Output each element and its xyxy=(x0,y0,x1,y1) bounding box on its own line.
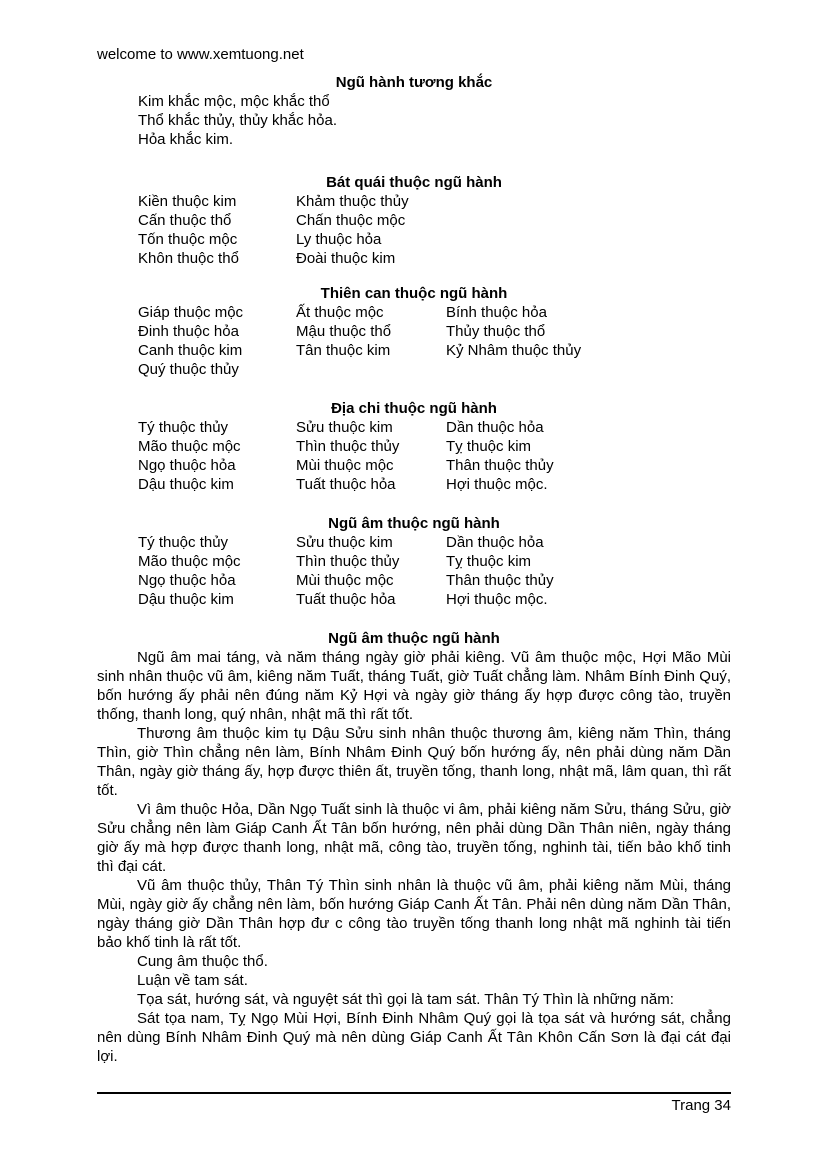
table-row xyxy=(97,552,731,571)
paragraph: Vũ âm thuộc thủy, Thân Tý Thìn sinh nhân là thuộc vũ âm, phải kiêng năm Mùi, tháng Mùi, ngày giờ ấy chẳng nên làm, bốn hướng Giáp Canh Ất Tân. Phải nên dùng năm Dần Thân, ngày tháng giờ Dần Thân hợp đư c công tào truyền tống thanh long nhật mã nghinh tài tiến bảo khố tinh là rất tốt. xyxy=(97,877,731,951)
table-cell: Giáp thuộc mộc xyxy=(138,304,244,321)
text-line: Kim khắc mộc, mộc khắc thổ xyxy=(138,93,330,110)
table-row xyxy=(97,192,731,211)
table-cell: Ly thuộc hỏa xyxy=(296,231,382,248)
paragraph: Tọa sát, hướng sát, và nguyệt sát thì gọi là tam sát. Thân Tý Thìn là những năm: xyxy=(137,991,674,1008)
table-row xyxy=(97,341,731,360)
table-row xyxy=(97,456,731,475)
table-cell: Hợi thuộc mộc. xyxy=(446,591,548,608)
paragraph: Ngũ âm mai táng, và năm tháng ngày giờ phải kiêng. Vũ âm thuộc mộc, Hợi Mão Mùi sinh nhân thuộc vũ âm, kiêng năm Tuất, tháng Tuất, giờ Tuất chẳng làm. Nhâm Bính Đinh Quý, bốn hướng ấy phải nên đúng năm Kỷ Hợi và ngày giờ tháng ấy hợp được công tào, truyền thống, thanh long, quý nhân, nhật mã thì rất tốt. xyxy=(97,649,731,723)
section-dia-chi xyxy=(97,399,731,494)
table-cell: Bính thuộc hỏa xyxy=(446,304,547,321)
table-cell: Mão thuộc mộc xyxy=(138,438,241,455)
table-row xyxy=(97,418,731,437)
page-footer xyxy=(97,1092,731,1115)
table-cell: Thủy thuộc thổ xyxy=(446,323,546,340)
table-cell: Dần thuộc hỏa xyxy=(446,534,544,551)
table-row xyxy=(97,437,731,456)
table-cell: Khôn thuộc thổ xyxy=(138,250,239,267)
table-row xyxy=(97,303,731,322)
table-cell: Sửu thuộc kim xyxy=(296,419,393,436)
table-row xyxy=(97,533,731,552)
paragraph: Vì âm thuộc Hỏa, Dần Ngọ Tuất sinh là thuộc vi âm, phải kiêng năm Sửu, tháng Sửu, giờ Sửu chẳng nên làm Giáp Canh Ất Tân bốn hướng, nên phải dùng Dần Thân niên, ngày tháng giờ ấy mà hợp được thanh long, nhật mã, công tào, truyền tống, nghinh tài, tiến bảo khố tinh thì đại cát. xyxy=(97,801,731,875)
table-cell: Chấn thuộc mộc xyxy=(296,212,406,229)
table-cell: Mùi thuộc mộc xyxy=(296,572,394,589)
article-ngu-am xyxy=(97,629,731,1066)
text-line: Thổ khắc thủy, thủy khắc hỏa. xyxy=(138,112,338,129)
section-ngu-am-table xyxy=(97,514,731,609)
page-number: Trang 34 xyxy=(671,1097,731,1114)
table-cell: Ngọ thuộc hỏa xyxy=(138,457,236,474)
section-ngu-hanh-tuong-khac xyxy=(97,73,731,149)
table-cell: Khảm thuộc thủy xyxy=(296,193,409,210)
table-cell: Kiền thuộc kim xyxy=(138,193,237,210)
table-cell: Sửu thuộc kim xyxy=(296,534,393,551)
section-title: Ngũ hành tương khắc xyxy=(335,74,493,91)
table-cell: Thìn thuộc thủy xyxy=(296,438,400,455)
table-row xyxy=(97,360,731,379)
paragraph: Sát tọa nam, Tỵ Ngọ Mùi Hợi, Bính Đinh Nhâm Quý gọi là tọa sát và hướng sát, chẳng nên dùng Bính Nhâm Đinh Quý mà nên dùng Giáp Canh Ất Tân Khôn Cấn Sơn là đại cát đại lợi. xyxy=(97,1010,731,1065)
table-row xyxy=(97,322,731,341)
table-cell: Cấn thuộc thổ xyxy=(138,212,232,229)
section-title: Địa chi thuộc ngũ hành xyxy=(331,400,497,417)
table-cell: Tỵ thuộc kim xyxy=(446,438,532,455)
table-cell: Tuất thuộc hỏa xyxy=(296,591,396,608)
table-cell: Dần thuộc hỏa xyxy=(446,419,544,436)
section-title: Ngũ âm thuộc ngũ hành xyxy=(328,515,500,532)
site-header-text: welcome to www.xemtuong.net xyxy=(97,46,304,63)
table-cell: Thân thuộc thủy xyxy=(446,572,554,589)
article-title: Ngũ âm thuộc ngũ hành xyxy=(328,630,500,647)
table-cell: Kỷ Nhâm thuộc thủy xyxy=(446,342,582,359)
text-line: Hỏa khắc kim. xyxy=(138,131,234,148)
table-cell: Mậu thuộc thổ xyxy=(296,323,392,340)
table-cell: Đoài thuộc kim xyxy=(296,250,396,267)
table-cell: Tuất thuộc hỏa xyxy=(296,476,396,493)
table-row xyxy=(97,571,731,590)
table-row xyxy=(97,590,731,609)
page-content xyxy=(97,45,731,1066)
table-row xyxy=(97,249,731,268)
table-row xyxy=(97,475,731,494)
paragraph: Cung âm thuộc thổ. xyxy=(137,953,268,970)
table-cell: Tốn thuộc mộc xyxy=(138,231,238,248)
table-cell: Hợi thuộc mộc. xyxy=(446,476,548,493)
table-cell: Dậu thuộc kim xyxy=(138,591,234,608)
table-cell: Mão thuộc mộc xyxy=(138,553,241,570)
section-title: Thiên can thuộc ngũ hành xyxy=(320,285,508,302)
table-cell: Dậu thuộc kim xyxy=(138,476,234,493)
table-cell: Tý thuộc thủy xyxy=(138,534,229,551)
table-cell: Tý thuộc thủy xyxy=(138,419,229,436)
table-cell: Quý thuộc thủy xyxy=(138,361,239,378)
table-cell: Canh thuộc kim xyxy=(138,342,243,359)
table-cell: Ngọ thuộc hỏa xyxy=(138,572,236,589)
section-title: Bát quái thuộc ngũ hành xyxy=(326,174,502,191)
table-cell: Mùi thuộc mộc xyxy=(296,457,394,474)
table-row xyxy=(97,211,731,230)
table-cell: Thìn thuộc thủy xyxy=(296,553,400,570)
table-cell: Thân thuộc thủy xyxy=(446,457,554,474)
table-cell xyxy=(446,360,731,379)
table-cell xyxy=(296,360,446,379)
paragraph: Luận về tam sát. xyxy=(137,972,248,989)
section-bat-quai xyxy=(97,173,731,268)
paragraph: Thương âm thuộc kim tụ Dậu Sửu sinh nhân thuộc thương âm, kiêng năm Thìn, tháng Thìn, giờ Thìn chẳng nên làm, Bính Nhâm Đinh Quý bốn hướng ấy, nên phải dùng năm Dần Thân, ngày giờ tháng ấy, hợp được thiên ất, truyền tống, thanh long, nhật mã, lâm quan, thì rất tốt. xyxy=(97,725,731,799)
table-cell: Ất thuộc mộc xyxy=(296,304,384,321)
table-row xyxy=(97,230,731,249)
table-cell: Tỵ thuộc kim xyxy=(446,553,532,570)
table-cell: Tân thuộc kim xyxy=(296,342,391,359)
table-cell: Đinh thuộc hỏa xyxy=(138,323,239,340)
section-thien-can xyxy=(97,284,731,379)
